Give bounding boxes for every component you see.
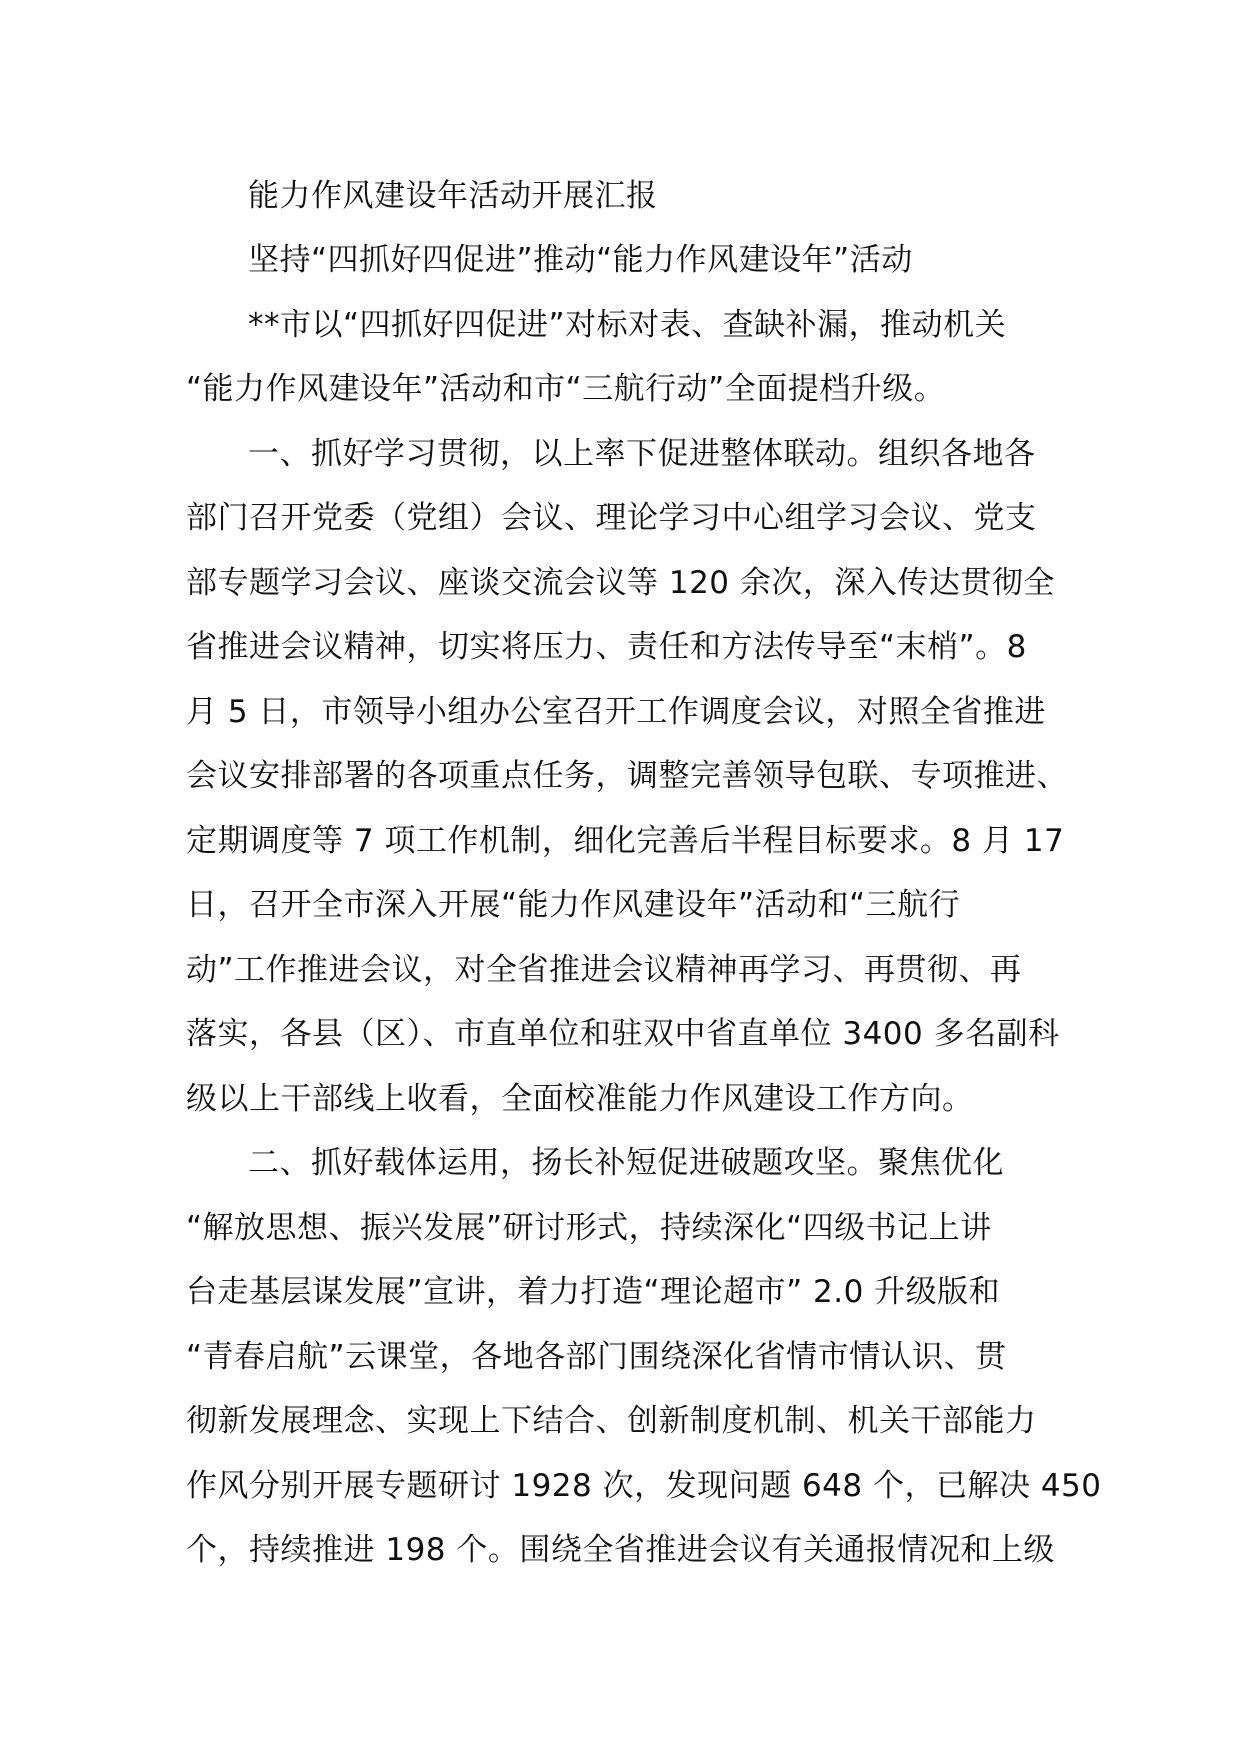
section2-line: “青春启航”云课堂，各地各部门围绕深化省情市情认识、贯 [186, 1339, 1007, 1375]
intro-line: **市以“四抓好四促进”对标对表、查缺补漏，推动机关 [248, 307, 1007, 343]
section1-line: 部门召开党委（党组）会议、理论学习中心组学习会议、党支 [186, 500, 1037, 536]
section2-line: 个，持续推进 198 个。围绕全省推进会议有关通报情况和上级 [186, 1532, 1055, 1568]
section1-line: 动”工作推进会议，对全省推进会议精神再学习、再贯彻、再 [186, 952, 1022, 988]
section1-line: 部专题学习会议、座谈交流会议等 120 余次，深入传达贯彻全 [186, 565, 1055, 601]
section1-line: 月 5 日，市领导小组办公室召开工作调度会议，对照全省推进 [186, 694, 1046, 730]
section2-line: 彻新发展理念、实现上下结合、创新制度机制、机关干部能力 [186, 1403, 1037, 1439]
section1-line: 一、抓好学习贯彻，以上率下促进整体联动。组织各地各 [248, 436, 1036, 472]
section1-line: 定期调度等 7 项工作机制，细化完善后半程目标要求。8 月 17 [186, 823, 1065, 859]
section1-line: 会议安排部署的各项重点任务，调整完善领导包联、专项推进、 [186, 758, 1068, 794]
section1-line: 日，召开全市深入开展“能力作风建设年”活动和“三航行 [186, 887, 961, 923]
document-title: 能力作风建设年活动开展汇报 [248, 178, 658, 214]
section1-line: 落实，各县（区）、市直单位和驻双中省直单位 3400 多名副科 [186, 1016, 1060, 1052]
document-subtitle: 坚持“四抓好四促进”推动“能力作风建设年”活动 [248, 242, 913, 278]
section1-line: 省推进会议精神，切实将压力、责任和方法传导至“末梢”。8 [186, 629, 1027, 665]
section2-line: 二、抓好载体运用，扬长补短促进破题攻坚。聚焦优化 [248, 1145, 1004, 1181]
intro-line: “能力作风建设年”活动和市“三航行动”全面提档升级。 [186, 371, 946, 407]
section2-line: 台走基层谋发展”宣讲，着力打造“理论超市” 2.0 升级版和 [186, 1274, 1001, 1310]
section2-line: “解放思想、振兴发展”研讨形式，持续深化“四级书记上讲 [186, 1210, 992, 1246]
section2-line: 作风分别开展专题研讨 1928 次，发现问题 648 个，已解决 450 [186, 1468, 1102, 1504]
section1-line: 级以上干部线上收看，全面校准能力作风建设工作方向。 [186, 1081, 974, 1117]
